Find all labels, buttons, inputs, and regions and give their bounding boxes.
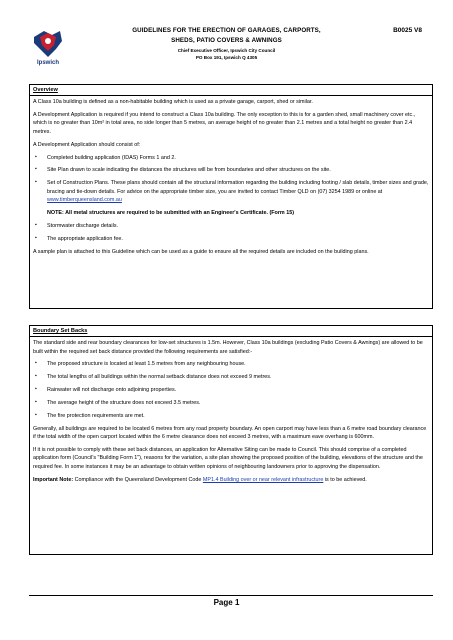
overview-paragraph-1: A Class 10a building is defined as a non-habitable building which is used as a private garage, carport, shed or similar. <box>33 99 313 106</box>
boundary-setbacks-section <box>29 325 433 555</box>
overview-heading: Overview <box>30 85 432 96</box>
overview-paragraph-3: A Development Application should consist of: <box>33 141 141 148</box>
document-title-line-2: SHEDS, PATIO COVERS & AWNINGS <box>171 37 282 44</box>
list-item: ▪ The total lengths of all buildings within the normal setback distance does not exceed 9 metres. <box>33 373 429 381</box>
office-line-2: PO Box 191, Ipswich Q 4305 <box>195 55 258 60</box>
overview-paragraph-2: A Development Application is required if you intend to construct a Class 10a building. The only exception to this is for a garden shed, small machinery cover etc., which is no greater than 10m² in total area, no side longer than 5 metres, an average height of no greater than 2.1 metres and a total height no greater than 2.4 metres. <box>33 112 416 135</box>
list-item: ▪ The average height of the structure does not exceed 3.5 metres. <box>33 399 429 407</box>
office-line-1: Chief Executive Officer, Ipswich City Council <box>177 48 276 53</box>
construction-plans-text: Set of Construction Plans. These plans should contain all the structural information regarding the building including footing / slab details, timber sizes and grade, bracing and tie-down details. For advice on the appropriate timber size, you are invited to contact Timber QLD on (07) 3254 1989 or online at <box>47 180 429 195</box>
list-item: ▪ Stormwater discharge details. <box>33 222 429 230</box>
qdc-mp14-link[interactable]: MP1.4 Building over or near relevant infrastructure <box>202 476 324 483</box>
list-item: ▪ The fire protection requirements are met. <box>33 412 429 420</box>
setbacks-paragraph-2: Generally, all buildings are required to be located 6 metres from any road property boundary. An open carport may have less than a 6 metre road boundary clearance if the total width of the open carport located within the 6 metre clearance does not exceed 3 metres, with a maximum eave overhang is 600mm. <box>33 425 427 441</box>
important-note-label: Important Note: <box>33 476 74 483</box>
setbacks-paragraph-1: The standard side and rear boundary clearances for low-set structures is 1.5m. However, Class 10a buildings (excluding Patio Covers & Awnings) are allowed to be built within the required set back distance provided the following requirements are satisfied:- <box>33 340 423 355</box>
setbacks-heading: Boundary Set Backs <box>30 326 432 337</box>
logo-label: Ipswich <box>36 60 59 66</box>
list-item: ▪ Completed building application (IDAS) Forms 1 and 2. <box>33 154 429 162</box>
overview-section <box>29 84 433 309</box>
footer-divider <box>29 595 433 596</box>
setbacks-paragraph-3: If it is not possible to comply with these set back distances, an application for Alternative Siting can be made to Council. This should comprise of a completed application form (Council's "Building Form 1"), reasons for the variation, a site plan showing the proposed position of the building, elevations of the structure and the required fee. In some instances it may be an advantage to obtain written opinions of neighbouring landowners prior to approving the dispensation. <box>33 447 423 470</box>
engineer-certificate-note: NOTE: All metal structures are required to be submitted with an Engineer's Certificate. (Form 15) <box>47 209 295 216</box>
setbacks-body <box>30 337 432 491</box>
list-item: ▪ Site Plan drawn to scale indicating the distances the structures will be from boundaries and other structures on the site. <box>33 166 429 174</box>
list-item: ▪ The proposed structure is located at least 1.5 metres from any neighbouring house. <box>33 360 429 368</box>
document-title-line-1: GUIDELINES FOR THE ERECTION OF GARAGES, CARPORTS, <box>132 27 321 34</box>
list-item: ▪ The appropriate application fee. <box>33 235 429 243</box>
important-note <box>33 476 429 484</box>
overview-paragraph-4: A sample plan is attached to this Guideline which can be used as a guide to ensure all the required details are included on the building plans. <box>33 248 369 255</box>
timber-queensland-link[interactable]: www.timberqueensland.com.au <box>47 197 122 204</box>
important-note-tail: is to be achieved. <box>323 476 367 483</box>
overview-body <box>30 96 432 263</box>
list-item: ▪ Rainwater will not discharge onto adjoining properties. <box>33 386 429 394</box>
list-item <box>33 179 429 204</box>
important-note-text: Compliance with the Queensland Development Code <box>73 476 203 483</box>
document-code: B0025 V8 <box>393 27 422 34</box>
page-number: Page 1 <box>213 598 240 607</box>
